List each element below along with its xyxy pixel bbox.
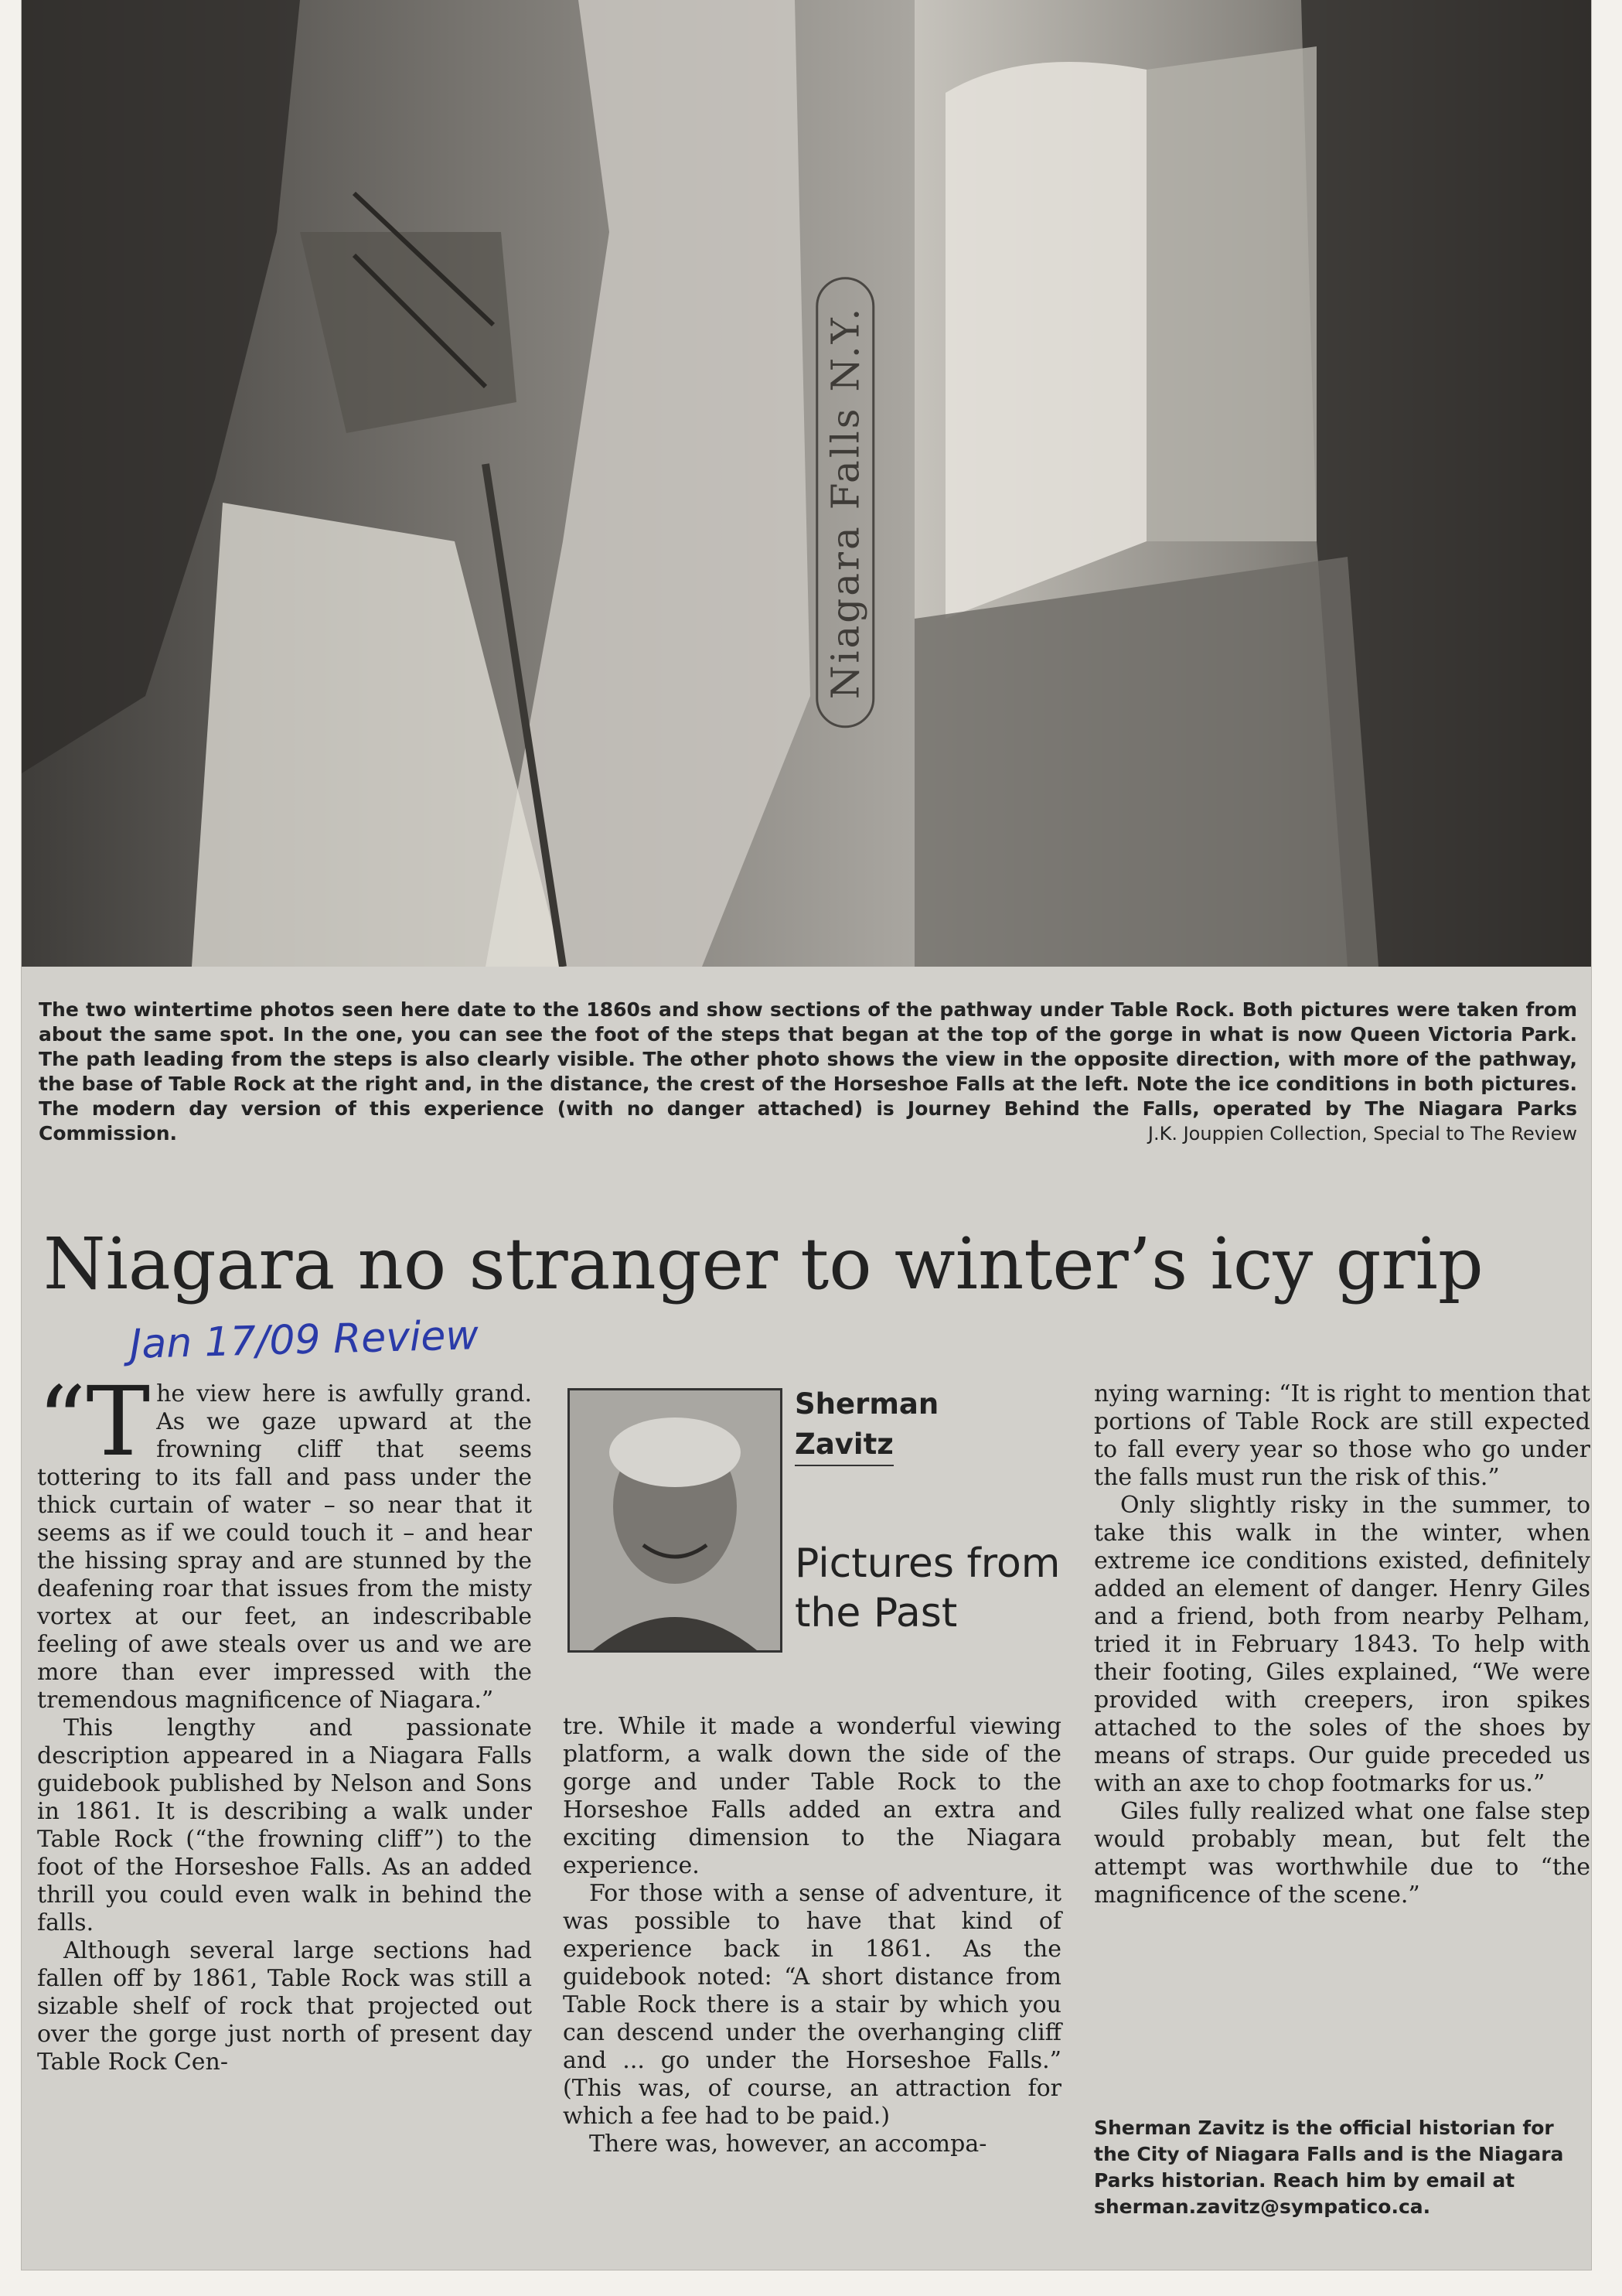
article-paragraph: “The view here is awfully grand. As we gaze upward at the frowning cliff that seems tottering to its fall and pass under the thick curtain of water – so near that it seems as if we could touch it – and hear the hissing spray and are stunned by the deafening roar that issues from the misty vortex at our feet, an indescribable feeling of awe steals over us and we are more than ever impressed with the tremendous magnificence of Niagara.” [37, 1366, 532, 1714]
headline: Niagara no stranger to winter’s icy grip [43, 1223, 1484, 1305]
photo-steps-under-table-rock [22, 0, 915, 967]
author-bio: Sherman Zavitz is the official historian for the City of Niagara Falls and is the Niagara Parks historian. Reach him by email at sherman.zavitz@sympatico.ca. [1094, 2117, 1564, 2218]
article-paragraph: Only slightly risky in the summer, to take this walk in the winter, when extreme ice conditions existed, definitely added an element of danger. Henry Giles and a friend, both from nearby Pelham, tried it in February 1843. To help with their footing, Giles explained, “We were provided with creepers, iron spikes attached to the soles of the shoes by means of straps. Our guide preceded us with an axe to chop footmarks for us.” [1094, 1492, 1590, 1797]
article-paragraph: This lengthy and passionate description appeared in a Niagara Falls guidebook published by Nelson and Sons in 1861. It is describing a walk under Table Rock (“the frowning cliff”) to the foot of the Horseshoe Falls. As an added thrill you could even walk in behind the falls. [37, 1714, 532, 1936]
article-paragraph: nying warning: “It is right to mention that portions of Table Rock are still expected to fall every year so those who go under the falls must run the risk of this.” [1094, 1380, 1590, 1491]
photo-view-toward-horseshoe-falls [915, 0, 1591, 967]
caption-text: The two wintertime photos seen here date to the 1860s and show sections of the pathway under Table Rock. Both pictures were taken from about the same spot. In the one, you can see the foot of the steps that began at the top of the gorge in what is now Queen Victoria Park. The path leading from the steps is also clearly visible. The other photo shows the view in the opposite direction, with more of the pathway, the base of Table Rock at the right and, in the distance, the crest of the Horseshoe Falls at the left. Note the ice conditions in both pictures. The modern day version of this experience (with no danger attached) is Journey Behind the Falls, operated by The Niagara Parks Commission. [39, 998, 1577, 1145]
historic-photo-strip [22, 0, 1591, 967]
article-column-3 [1094, 1380, 1590, 1909]
article-paragraph: There was, however, an accompa- [589, 2131, 987, 2158]
drop-cap: “T [37, 1366, 151, 1478]
author-first-name: Sherman [795, 1387, 939, 1421]
article-paragraph: For those with a sense of adventure, it was possible to have that kind of experience back in 1861. As the guidebook noted: “A short distance from Table Rock there is a stair by which you can descend under the overhanging cliff and ... go under the Horseshoe Falls.” (This was, of course, an attraction for which a fee had to be paid.) [563, 1880, 1061, 2130]
article-paragraph: tre. While it made a wonderful viewing platform, a walk down the side of the gorge and under Table Rock to the Horseshoe Falls added an extra and exciting dimension to the Niagara experience. [563, 1713, 1061, 1879]
stamp-text: Niagara Falls N.Y. [816, 278, 874, 728]
photo-caption [39, 998, 1577, 1146]
article-column-1 [37, 1366, 532, 2076]
article-paragraph: Giles fully realized what one false step would probably mean, but felt the attempt was worthwhile due to “the magnificence of the scene.” [1094, 1798, 1590, 1909]
handwritten-date-note: Jan 17/09 Review [129, 1312, 479, 1368]
photo-imprint-stamp [802, 186, 888, 820]
article-column-2 [563, 1713, 1061, 2158]
photo-credit: J.K. Jouppien Collection, Special to The Review [1147, 1123, 1577, 1145]
author-headshot [567, 1388, 782, 1653]
column-title: Pictures from the Past [795, 1540, 1061, 1636]
author-byline [795, 1384, 939, 1466]
article-paragraph: Although several large sections had fallen off by 1861, Table Rock was still a sizable shelf of rock that projected out over the gorge just north of present day Table Rock Cen- [37, 1937, 532, 2076]
author-last-name: Zavitz [795, 1424, 894, 1466]
newspaper-clipping [22, 0, 1591, 2270]
